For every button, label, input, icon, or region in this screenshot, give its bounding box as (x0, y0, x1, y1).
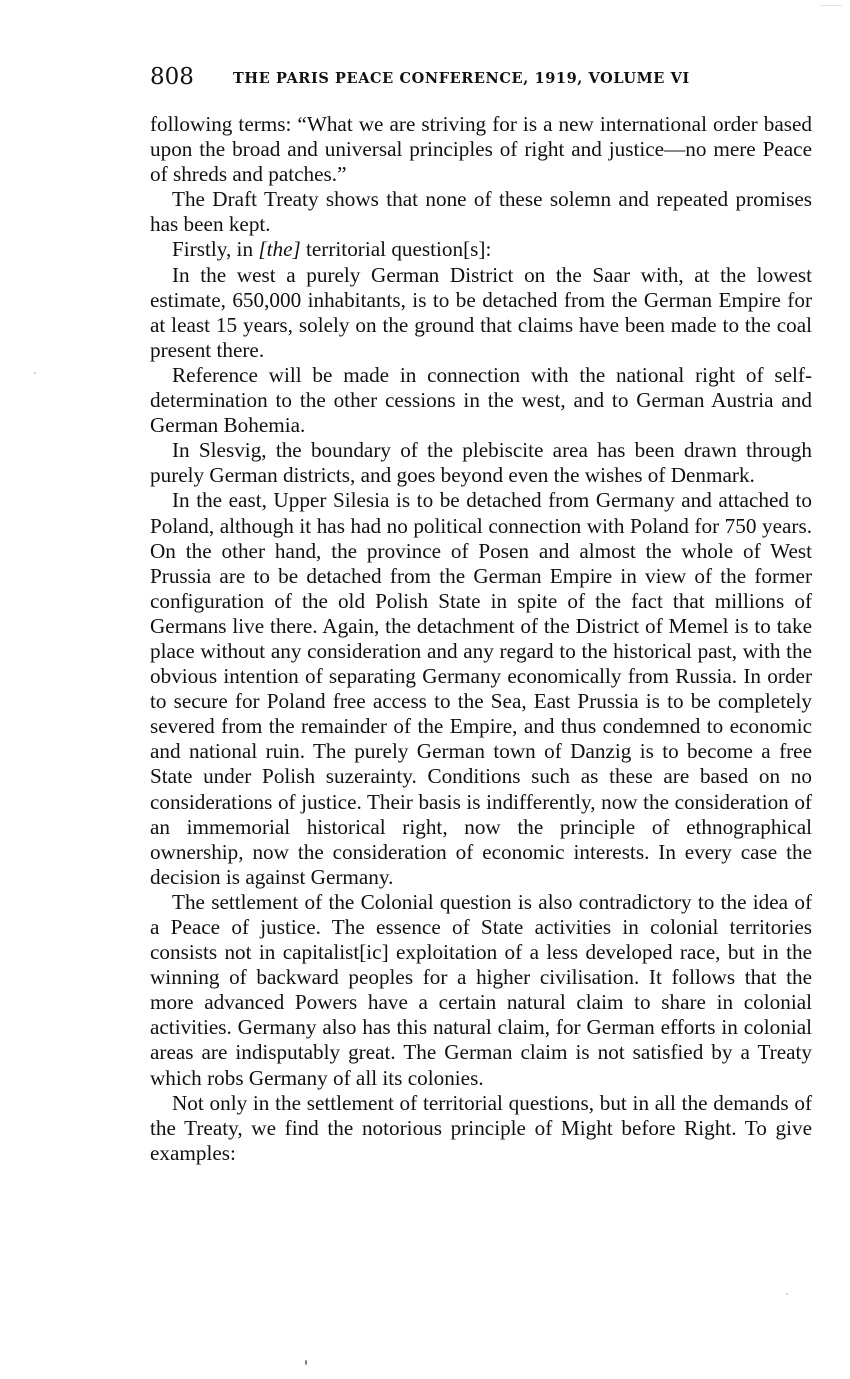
scan-speck (820, 5, 842, 6)
page-number: 808 (150, 64, 194, 90)
page-header (150, 64, 812, 98)
paragraph-draft-treaty: The Draft Treaty shows that none of these solemn and repeated promises has been kept. (150, 187, 812, 237)
running-title: THE PARIS PEACE CONFERENCE, 1919, VOLUME VI (233, 70, 690, 87)
paragraph-slesvig: In Slesvig, the boundary of the plebiscite area has been drawn through purely German districts, and goes beyond even the wishes of Denmark. (150, 438, 812, 488)
scan-speck (34, 372, 36, 374)
body-text (150, 112, 812, 1166)
paragraph-colonial-question: The settlement of the Colonial question is also contradictory to the idea of a Peace of justice. The essence of State activities in colonial territories consists not in capitalist[ic] exploitation of a less developed race, but in the winning of backward peoples for a higher civilisation. It follows that the more advanced Powers have a certain natural claim to share in colonial activities. Germany also has this natural claim, for German efforts in colonial areas are indisputably great. The German claim is not satisfied by a Treaty which robs Germany of all its colonies. (150, 889, 812, 1090)
scan-speck (786, 1293, 788, 1295)
paragraph-self-determination: Reference will be made in connection with the national right of self-determination to the other cessions in the west, and to German Austria and German Bohemia. (150, 362, 812, 438)
paragraph-might-before-right: Not only in the settlement of territorial questions, but in all the demands of the Treaty, we find the notorious principle of Might before Right. To give examples: (150, 1090, 812, 1165)
paragraph-saar: In the west a purely German District on the Saar with, at the lowest estimate, 650,000 inhabitants, is to be detached from the German Empire for at least 15 years, solely on the ground that claims have been made to the coal present there. (150, 262, 812, 362)
firstly-text: Firstly, in (172, 237, 259, 262)
firstly-text-end: territorial question[s]: (300, 237, 492, 262)
paragraph-eastern-territories: In the east, Upper Silesia is to be detached from Germany and attached to Poland, although it has had no political connection with Poland for 750 years. On the other hand, the province of Posen and almost the whole of West Prussia are to be detached from the German Empire in view of the former configuration of the old Polish State in spite of the fact that millions of Germans live there. Again, the detachment of the District of Memel is to take place without any consideration and any regard to the historical past, with the obvious intention of separating Germany economically from Russia. In order to secure for Poland free access to the Sea, East Prussia is to be completely severed from the remainder of the Empire, and thus condemned to economic and national ruin. The purely German town of Danzig is to become a free State under Polish suzerainty. Conditions such as these are based on no considerations of justice. Their basis is indifferently, now the consideration of an immemorial historical right, now the principle of ethnographical ownership, now the consideration of economic interests. In every case the decision is against Germany. (150, 488, 812, 889)
firstly-editorial-insertion: [the] (258, 237, 301, 262)
paragraph-firstly (150, 237, 812, 262)
scan-speck (305, 1360, 307, 1365)
paragraph-quote-continuation: following terms: “What we are striving for is a new international order based upon the broad and universal principles of right and justice—no mere Peace of shreds and patches.” (150, 112, 812, 187)
